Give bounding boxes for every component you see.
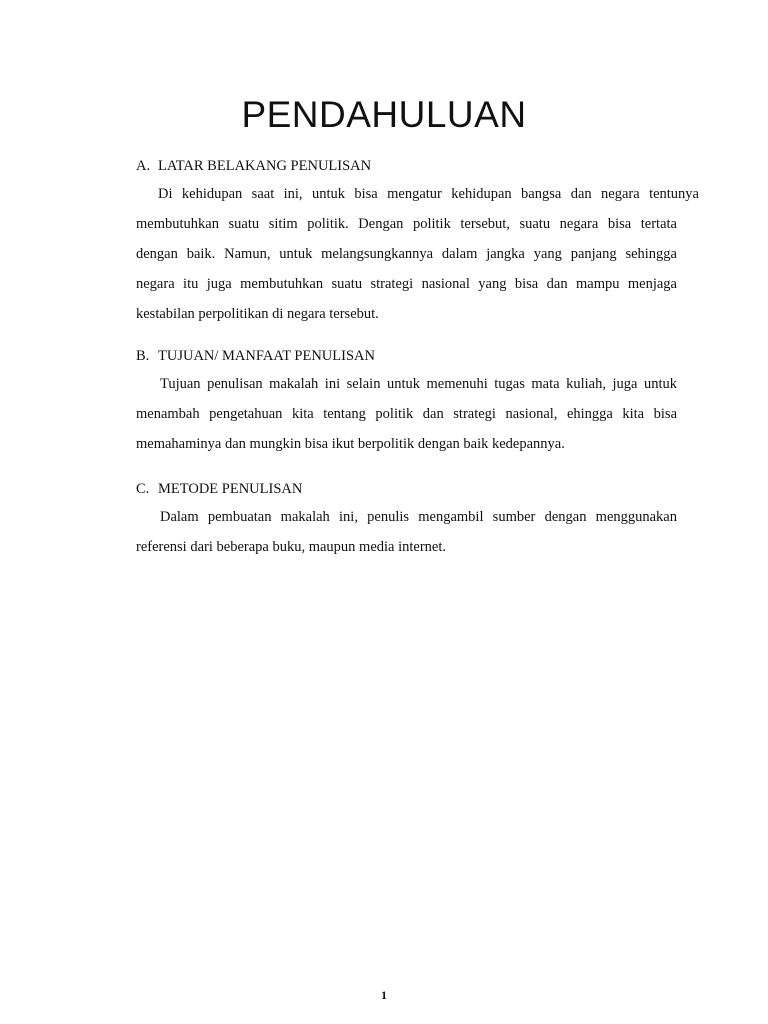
paragraph-line: negara itu juga membutuhkan suatu strategi nasional yang bisa dan mampu menjaga (136, 276, 677, 292)
page-number: 1 (381, 988, 387, 1002)
paragraph-line: Tujuan penulisan makalah ini selain untuk memenuhi tugas mata kuliah, juga untuk (160, 376, 677, 392)
section-heading-text: METODE PENULISAN (158, 481, 303, 497)
paragraph-line: kestabilan perpolitikan di negara tersebut. (136, 306, 379, 322)
paragraph-line: membutuhkan suatu sitim politik. Dengan politik tersebut, suatu negara bisa tertata (136, 216, 677, 232)
section-heading-b (136, 346, 375, 366)
section-heading-text: LATAR BELAKANG PENULISAN (158, 158, 372, 174)
paragraph-line: referensi dari beberapa buku, maupun media internet. (136, 539, 447, 555)
section-marker: C. (136, 481, 150, 497)
section-marker: A. (136, 158, 151, 174)
section-heading-a (136, 156, 371, 176)
section-heading-text: TUJUAN/ MANFAAT PENULISAN (158, 348, 375, 364)
paragraph-line: menambah pengetahuan kita tentang politik dan strategi nasional, ehingga kita bisa (136, 406, 677, 422)
paragraph-line: dengan baik. Namun, untuk melangsungkannya dalam jangka yang panjang sehingga (136, 246, 677, 262)
section-marker: B. (136, 348, 150, 364)
paragraph-line: Di kehidupan saat ini, untuk bisa mengatur kehidupan bangsa dan negara tentunya (158, 186, 699, 202)
section-heading-c (136, 479, 302, 499)
paragraph-line: Dalam pembuatan makalah ini, penulis mengambil sumber dengan menggunakan (160, 509, 677, 525)
page-title: PENDAHULUAN (241, 94, 527, 135)
paragraph-line: memahaminya dan mungkin bisa ikut berpolitik dengan baik kedepannya. (136, 436, 565, 452)
